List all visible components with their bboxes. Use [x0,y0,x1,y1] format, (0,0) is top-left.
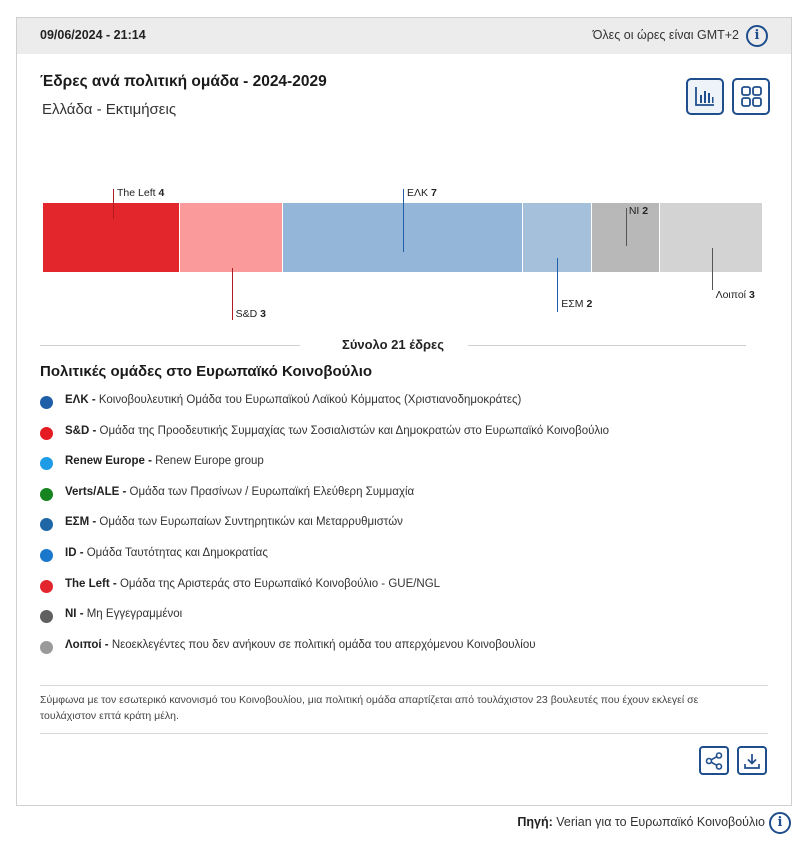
legend-desc: Νεοεκλεγέντες που δεν ανήκουν σε πολιτική ομάδα του απερχόμενου Κοινοβουλίου [108,638,536,651]
legend-desc: Ομάδα των Ευρωπαίων Συντηρητικών και Μεταρρυθμιστών [96,516,403,529]
legend-color-dot [40,427,53,440]
legend-abbr: Verts/ALE - [65,485,127,498]
bar-label-εσμ: ΕΣΜ 2 [561,298,593,310]
results-card [16,17,792,806]
label-leader-line [232,268,233,320]
legend-text [65,608,182,620]
source-info-icon[interactable]: i [769,812,791,834]
divider [40,733,768,734]
legend-abbr: Renew Europe - [65,455,152,468]
download-icon [743,752,761,770]
legend-color-dot [40,549,53,562]
legend-item [40,422,770,453]
page-subtitle: Ελλάδα - Εκτιμήσεις [42,101,177,118]
legend-item [40,605,770,636]
timezone-note: Όλες οι ώρες είναι GMT+2 [592,28,739,42]
card-header [17,18,791,54]
label-leader-line [557,258,558,312]
legend-color-dot [40,641,53,654]
label-leader-line [113,189,114,219]
legend-desc: Ομάδα Ταυτότητας και Δημοκρατίας [83,546,268,559]
bar-label-s-d: S&D 3 [235,308,266,320]
legend-color-dot [40,580,53,593]
share-button[interactable] [699,746,729,775]
bar-label-λοιποί: Λοιποί 3 [715,289,755,301]
legend-text [65,578,440,590]
legend-item [40,452,770,483]
bar-chart-icon [695,86,715,107]
share-icon [705,752,723,770]
legend-item [40,636,770,667]
download-button[interactable] [737,746,767,775]
legend-color-dot [40,488,53,501]
legend-desc: Ομάδα της Προοδευτικής Συμμαχίας των Σοσιαλιστών και Δημοκρατών στο Ευρωπαϊκό Κοινοβούλιο [96,424,610,437]
legend-item [40,483,770,514]
total-seats [40,336,746,356]
label-leader-line [403,189,404,252]
legend-text [65,455,264,467]
legend-abbr: S&D - [65,424,97,437]
legend-item [40,513,770,544]
legend-item [40,391,770,422]
legend-text [65,516,403,528]
bar-label-the-left: The Left 4 [117,187,165,199]
source-text: Verian για το Ευρωπαϊκό Κοινοβούλιο [556,815,765,829]
legend-text [65,547,268,559]
grid-icon [741,86,763,108]
legend-abbr: ID - [65,546,84,559]
grid-view-button[interactable] [732,78,770,115]
legend-text [65,425,609,437]
legend-abbr: ΕΣΜ - [65,516,97,529]
legend-abbr: Λοιποί - [65,638,109,651]
legend-desc: Ομάδα της Αριστεράς στο Ευρωπαϊκό Κοινοβούλιο - GUE/NGL [116,577,441,590]
legend-color-dot [40,610,53,623]
legend-abbr: The Left - [65,577,117,590]
legend-color-dot [40,518,53,531]
legend-desc: Renew Europe group [151,455,264,468]
legend-text [65,486,414,498]
legend-item [40,544,770,575]
legend-color-dot [40,396,53,409]
legend-item [40,575,770,606]
bar-label-ni: NI 2 [628,205,649,217]
source-note [517,815,765,829]
timestamp: 09/06/2024 - 21:14 [40,28,146,42]
label-leader-line [626,208,627,246]
seats-chart [17,158,791,318]
bar-segment-s-d[interactable] [180,203,283,272]
total-seats-label: Σύνολο 21 έδρες [342,337,444,352]
legend-desc: Ομάδα των Πρασίνων / Ευρωπαϊκή Ελεύθερη Συμμαχία [126,485,415,498]
page-title: Έδρες ανά πολιτική ομάδα - 2024-2029 [40,73,327,90]
legend-title: Πολιτικές ομάδες στο Ευρωπαϊκό Κοινοβούλιο [40,363,373,380]
divider [40,685,768,686]
legend-text [65,639,536,651]
chart-view-button[interactable] [686,78,724,115]
legend [40,391,770,666]
footnote: Σύμφωνα με τον εσωτερικό κανονισμό του Κοινοβουλίου, μια πολιτική ομάδα απαρτίζεται από τουλάχιστον 23 βουλευτές που έχουν εκλεγεί σε τουλάχιστον επτά κράτη μέλη. [40,694,699,722]
bar-segment-the-left[interactable] [43,203,180,272]
legend-abbr: ΕΛΚ - [65,394,96,406]
info-icon[interactable]: i [746,25,768,47]
legend-desc: Κοινοβουλευτική Ομάδα του Ευρωπαϊκού Λαϊκού Κόμματος (Χριστιανοδημοκράτες) [95,394,522,406]
legend-color-dot [40,457,53,470]
label-leader-line [712,248,713,290]
legend-abbr: NI - [65,608,84,621]
source-label: Πηγή: [517,815,553,829]
legend-text [65,394,521,406]
legend-desc: Μη Εγγεγραμμένοι [83,608,183,621]
bar-label-ελκ: ΕΛΚ 7 [407,187,437,199]
